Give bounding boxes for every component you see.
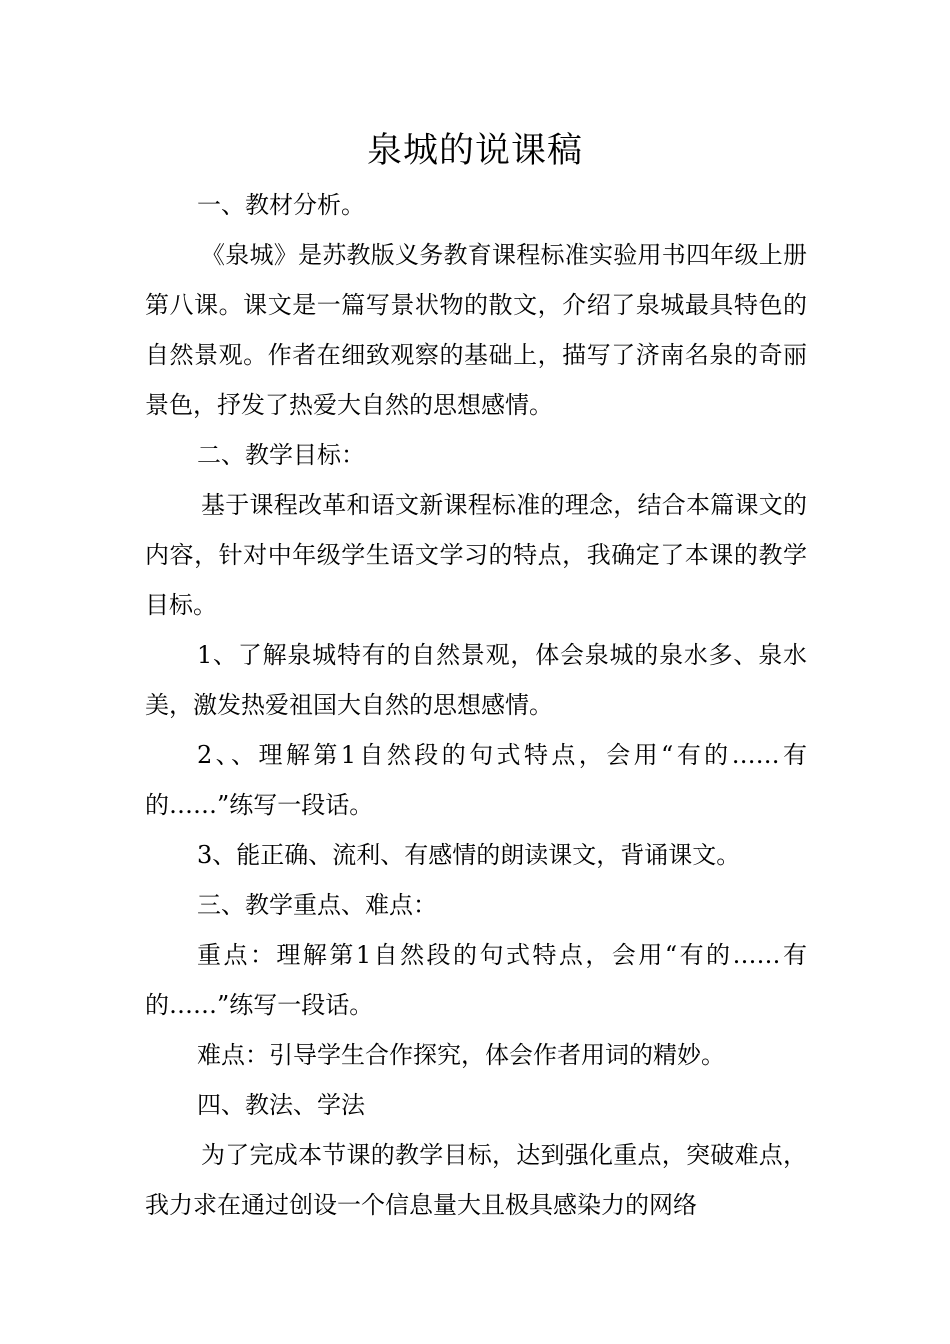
document-body xyxy=(145,180,807,1230)
paragraph-methods: 为了完成本节课的教学目标，达到强化重点，突破难点，我力求在通过创设一个信息量大且极具感染力的网络 xyxy=(145,1141,807,1219)
paragraph-difficult-point: 难点：引导学生合作探究，体会作者用词的精妙。 xyxy=(197,1041,725,1069)
document-title: 泉城的说课稿 xyxy=(366,131,583,171)
section-heading-methods: 四、教法、学法 xyxy=(197,1091,365,1119)
section-heading-key-points: 三、教学重点、难点： xyxy=(197,891,437,919)
goal-item-1: 1、了解泉城特有的自然景观，体会泉城的泉水多、泉水美，激发热爱祖国大自然的思想感情。 xyxy=(145,641,807,719)
goal-item-3: 3、能正确、流利、有感情的朗读课文，背诵课文。 xyxy=(197,841,741,869)
goal-item-2: 2、、理解第1自然段的句式特点，会用“有的……有的……”练写一段话。 xyxy=(145,741,807,819)
paragraph-teaching-goals-intro: 基于课程改革和语文新课程标准的理念，结合本篇课文的内容，针对中年级学生语文学习的特点，我确定了本课的教学目标。 xyxy=(145,491,807,619)
section-heading-teaching-goals: 二、教学目标： xyxy=(197,441,365,469)
paragraph-key-point: 重点：理解第1自然段的句式特点，会用“有的……有的……”练写一段话。 xyxy=(145,941,807,1019)
section-heading-textbook-analysis: 一、教材分析。 xyxy=(197,191,365,219)
paragraph-textbook-analysis: 《泉城》是苏教版义务教育课程标准实验用书四年级上册第八课。课文是一篇写景状物的散文，介绍了泉城最具特色的自然景观。作者在细致观察的基础上，描写了济南名泉的奇丽景色，抒发了热爱大自然的思想感情。 xyxy=(145,241,807,419)
